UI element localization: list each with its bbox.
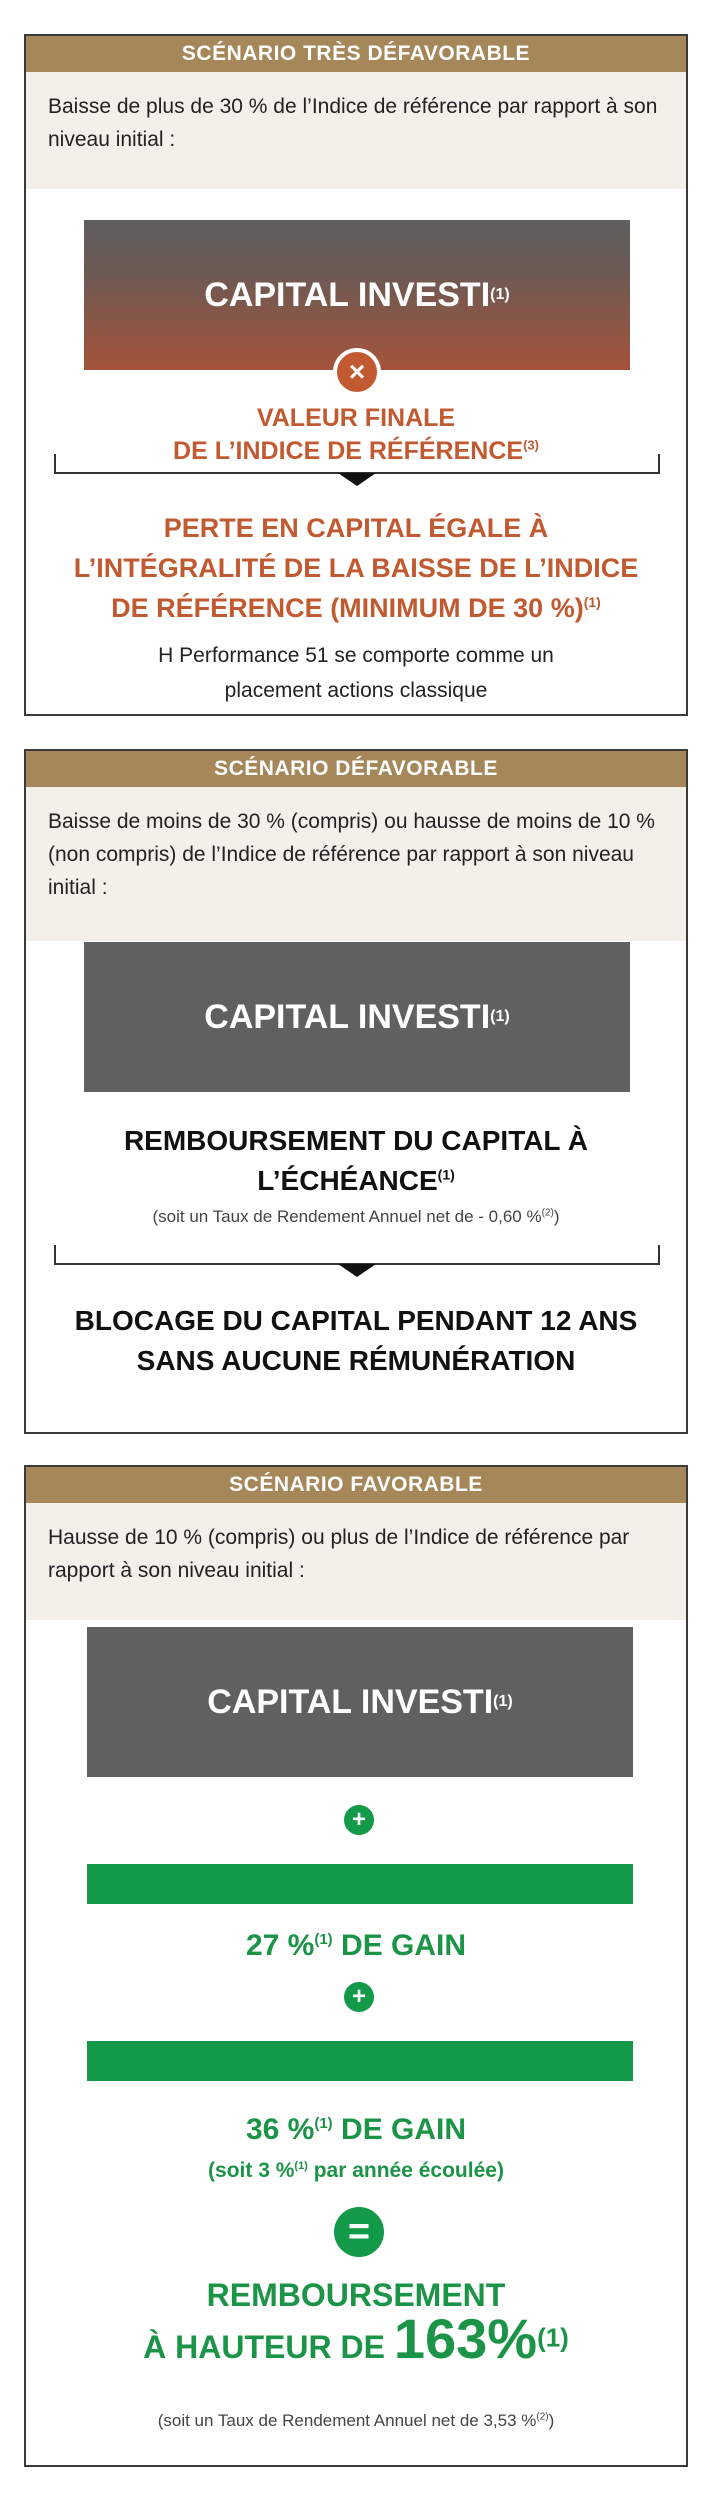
rate-note: (soit un Taux de Rendement Annuel net de - 0,60 %$^{(2)}$) xyxy=(152,1207,560,1226)
capital-label: CAPITAL INVESTI xyxy=(207,1682,494,1721)
blocked-result: BLOCAGE DU CAPITAL PENDANT 12 ANS SANS AUCUNE RÉMUNÉRATION xyxy=(74,1305,638,1376)
annual-gain-note: (soit 3 %$^{(1)}$ par année écoulée) xyxy=(208,2159,504,2182)
gain-36-label: 36 %$^{(1)}$ DE GAIN xyxy=(245,2113,467,2146)
plus-icon: + xyxy=(344,1982,374,2012)
scenario-description: Baisse de plus de 30 % de l’Indice de référence par rapport à son niveau initial : xyxy=(26,72,686,189)
final-value-label: VALEUR FINALE DE L’INDICE DE RÉFÉRENCE$^{(3)}$ xyxy=(173,404,539,465)
rate-note: (soit un Taux de Rendement Annuel net de 3,53 %$^{(2)}$) xyxy=(157,2411,555,2430)
equals-icon: = xyxy=(334,2207,384,2257)
capital-invested-box: CAPITAL INVESTI (1) xyxy=(87,1627,633,1777)
down-arrow-icon xyxy=(338,1264,376,1277)
scenario-very-unfavorable-card xyxy=(24,34,688,716)
scenario-header: SCÉNARIO TRÈS DÉFAVORABLE xyxy=(26,36,686,72)
scenario-description: Baisse de moins de 30 % (compris) ou hausse de moins de 10 % (non compris) de l’Indice de référence par rapport à son niveau initial : xyxy=(26,787,686,941)
capital-invested-box: CAPITAL INVESTI (1) xyxy=(84,942,630,1092)
loss-result: PERTE EN CAPITAL ÉGALE À L’INTÉGRALITÉ DE LA BAISSE DE L’INDICE DE RÉFÉRENCE (MINIMUM DE 30 %)$^{(1)}$ xyxy=(73,513,639,623)
capital-label: CAPITAL INVESTI xyxy=(204,997,491,1036)
bracket-connector xyxy=(54,454,660,474)
scenario-header: SCÉNARIO FAVORABLE xyxy=(26,1467,686,1503)
gain-bar-1 xyxy=(87,1864,633,1904)
gain-27-label: 27 %$^{(1)}$ DE GAIN xyxy=(245,1929,467,1962)
scenario-header: SCÉNARIO DÉFAVORABLE xyxy=(26,751,686,787)
loss-note: H Performance 51 se comporte comme un placement actions classique xyxy=(158,644,554,702)
repayment-result: REMBOURSEMENT À HAUTEUR DE 163%$^{(1)}$ xyxy=(143,2277,569,2370)
multiply-icon: × xyxy=(333,348,381,396)
scenario-unfavorable-card xyxy=(24,749,688,1434)
plus-icon: + xyxy=(344,1805,374,1835)
bracket-connector xyxy=(54,1245,660,1265)
scenario-favorable-card xyxy=(24,1465,688,2467)
down-arrow-icon xyxy=(338,473,376,486)
capital-invested-box: CAPITAL INVESTI (1) xyxy=(84,220,630,370)
capital-label: CAPITAL INVESTI xyxy=(204,275,491,314)
gain-bar-2 xyxy=(87,2041,633,2081)
capital-repayment: REMBOURSEMENT DU CAPITAL À L’ÉCHÉANCE$^{(1)}$ xyxy=(123,1125,589,1196)
scenario-description: Hausse de 10 % (compris) ou plus de l’Indice de référence par rapport à son niveau initial : xyxy=(26,1503,686,1620)
